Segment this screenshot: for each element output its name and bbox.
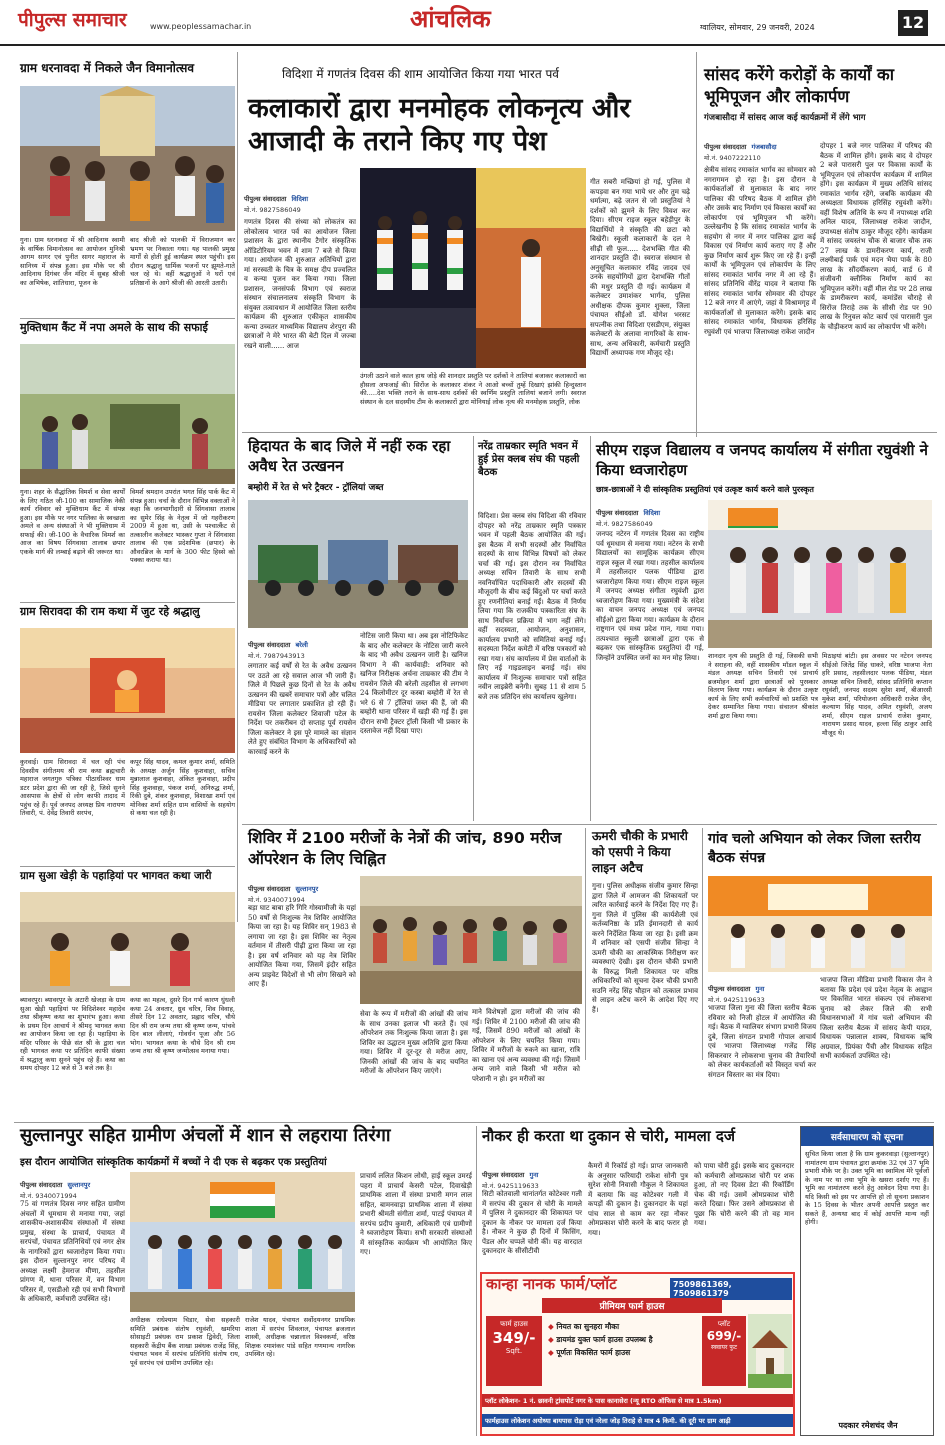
- tiranga-celebration-image: [130, 1172, 355, 1312]
- byline-city: गुना: [755, 985, 765, 993]
- byline: [708, 976, 818, 1004]
- ad-price-badge: [486, 1316, 542, 1386]
- ad-plot-badge: [702, 1316, 746, 1386]
- story-body: गुना। ग्राम धरनावदा में श्री आदिनाथ स्वामी के वार्षिक विमानोत्सव का आयोजन मुनिश्री आगम सागर एवं पुनीत सागर महाराज के सानिध्य में संपन्न हुआ। इस मौके पर श्री आदिनाथ दिगंबर जैन मंदिर में सुबह श्रीजी का अभिषेक, शांतिधारा, पूजन के: [20, 236, 125, 287]
- story-headline: हिदायत के बाद जिले में नहीं रुक रहा अवैध रेत उत्खनन: [248, 437, 451, 475]
- cleaning-drive-photo: [20, 344, 235, 484]
- story-body: लगातार कई वर्षों से रेत के अवैध उत्खनन पर उठते आ रहे सवाल आज भी जारी हैं। जिले में पिछले कुछ दिनों से रेत के अवैध उत्खनन की खबरें समाचार पत्रों और चलित मीडिया पर लगातार प्रकाशित हो रही हैं। रायसेन जिला कलेक्टर शिवाजी पटेल के निर्देश पर तकरीबन दो सप्ताह पूर्व रायसेन जिला कलेक्टर ने इस पूरे मामले का संज्ञान लेते हुए संबंधित विभाग के अधिकारियों को कारवाई करने के: [248, 662, 356, 756]
- story-body: बड़ा घाट बाबा हरि गिरि गोस्वामीजी के यहां 50 वर्षों से निःशुल्क नेत्र शिविर आयोजित किया जा रहा है। यह शिविर सन् 1983 से लगाया जा रहा है। इस शिविर का नेतृत्व वर्तमान में तीसरी पीढ़ी द्वारा किया जा रहा है। इस वर्ष शनिवार को यह नेत्र शिविर आयोजित किया गया, जिसमें इंदौर सहित अन्य प्राइवेट विदेशों से भी लोग सिखने को आए हैं।: [248, 904, 356, 988]
- column-divider: [590, 436, 591, 821]
- story-body: भाजपा जिला मीडिया प्रभारी विकास जैन ने बताया कि प्रदेश एवं प्रदेश नेतृत्व के आह्वान पर विकसित भारत संकल्प एवं लोकसभा चुनाव को लेकर जिले की सभी विधानसभाओं में गांव चलो अभियान की जिला स्तरीय बैठक में सांसद केपी यादव, विधायक पन्नालाल शाक्य, विधायक ऋषि अग्रवाल, प्रियंका पैंची और विधायक सहित सभी कार्यकर्ता उपस्थित रहे।: [820, 976, 932, 1060]
- page-number: 12: [898, 10, 928, 36]
- photo-caption: शानदार नृत्य की प्रस्तुति दी गई, जिसकी सभी ने सराहना की, वहीं शासकीय मॉडल स्कूल में मंडल अध्यक्ष सचिन तिवारी एवं प्राचार्य ब्रजमोहन शर्मा द्वारा छात्राओं को पुरस्कार वितरण किया गया। कार्यक्रम के दौरान उत्कृष्ट कार्य के लिए सभी कर्मचारियों को प्रशस्ति पत्र देकर सम्मानित किया गया। संचालन श्रीकांत शर्मा द्वारा किया गया।: [708, 652, 818, 720]
- ad-feature: ◆ पूर्णतः विकसित फार्म हाउस: [548, 1348, 631, 1357]
- photo-caption: राजेश यादव, पंचायत सर्वोदयनगर प्राथमिक शाला में सरपंच शिवलाल, पंचायत ब्रजलाल शास्त्री, अधीक्षक चन्नालाल विश्वकर्मा, वरिष्ठ शिक्षक रमाशंकर पांडे सहित गणमान्य नागरिक उपस्थित रहे।: [245, 1316, 355, 1358]
- section-divider: [242, 824, 937, 825]
- bullet-icon: ◆: [548, 1335, 557, 1344]
- story-body: गीत सबरी मच्छियां हो गई, पुलिस में कपड़वा बन गया भाये धर और तुम चढ़े धर्मात्मा, बढ़े जतन से जो प्रस्तुतियां ने दर्शकों को झुमने के लिए विवश कर दिया। सीएम राइज स्कूल बहेड़ीपुर के विद्यार्थियों ने संस्कृति की छटा को बिखेरी। स्कूली कलाकारों के दल ने सीढ़ी सी फूल..... देशभक्ति गीत की शानदार प्रस्तुति दी। स्वराज संस्थान से अनुसूचित कलाकार रविंद्र जादव एवं उनके सहयोगियों द्वारा देशभक्ति गीतों की मधुर प्रस्तुति दी गई। कार्यक्रम में कलेक्टर उमाशंकर भार्गव, पुलिस अधीक्षक दीपक कुमार शुक्ला, जिला पंचायत सीईओ डॉ. योगेश भरसट सपत्नीक तथा विदिशा एसडीएम, संयुक्त कलेक्टरों के अलावा नागरिकों के साथ-साथ, अन्य अधिकारी, कर्मचारी प्रस्तुति विद्यार्थी अध्यापक गण मौजूद रहे।: [590, 178, 690, 357]
- ad-plot-label: प्लॉट: [717, 1320, 731, 1328]
- story-body: सिटी कोतवाली थानांतर्गत कोटेश्वर गली में सरपंच की दुकान से चोरी के मामले में पुलिस ने दुकानदार की शिकायत पर दुकान के नौकर पर मामला दर्ज किया है। नौकर ने कुछ ही दिनों में किसिंग, पेंडल और चप्पलें चोरी कीं। यह वारदात दुकानदार के सीसीटीवी: [482, 1190, 582, 1255]
- story-headline: गांव चलो अभियान को लेकर जिला स्तरीय बैठक संपन्न: [708, 831, 921, 866]
- story-body: 75 वां गणतंत्र दिवस नगर सहित ग्रामीण अंचलों में धूमधाम से मनाया गया, जहां शासकीय-अशासकीय संस्थाओं में संस्था प्रमुख, संस्था के प्राचार्य, पंचायत में सरपंचों, पंचायत प्रतिनिधियों एवं नगर क्षेत्र के नागरिकों द्वारा ध्वजारोहण किया गया। इस दौरान सुल्तानपुर नगर परिषद में अध्यक्ष लक्ष्मी हेमराज मीणा, तहसील प्रांगण में, थाना परिसर में, वन विभाग परिसर में, एसडीओ रही एवं सभी विभागों के अधिकारी, कर्मचारी उपस्थित रहे।: [20, 1200, 125, 1303]
- story-kicker: विदिशा में गणतंत्र दिवस की शाम आयोजित किया गया भारत पर्व: [282, 67, 559, 81]
- lead-headline: कलाकारों द्वारा मनमोहक लोकनृत्य और आजादी के तराने किए गए पेश: [248, 93, 631, 157]
- column-divider: [585, 828, 586, 1060]
- ad-price: 349/-: [492, 1329, 536, 1347]
- ram-katha-photo: [20, 628, 235, 753]
- column-divider: [476, 1126, 477, 1436]
- farmhouse-illustration: [748, 1314, 792, 1388]
- farmhouse-icon: [748, 1314, 792, 1388]
- story-headline: नौकर ही करता था दुकान से चोरी, मामला दर्ज: [482, 1127, 735, 1145]
- byline-city: गंजबासौदा: [751, 143, 777, 151]
- ad-price-label: फार्म हाउस: [500, 1320, 528, 1328]
- section-divider: [242, 432, 937, 433]
- byline-mobile: मो.नं. 9827586049: [244, 206, 301, 214]
- page-date: ग्वालियर, सोमवार, 29 जनवरी, 2024: [700, 23, 815, 32]
- story-divider: [20, 866, 235, 867]
- section-divider: [14, 1122, 934, 1123]
- ad-plot-price: 699/-: [706, 1329, 742, 1343]
- story-body: क्षेत्रीय सांसद रमाकांत भार्गव का सोमवार को नगरागमन हो रहा है। इस दौरान वे कार्यकर्ताओं से मुलाकात के बाद नगर पालिका की परिषद बैठक में शामिल होंगे और उसके बाद निर्माण एवं विकास कार्यों का लोकार्पण एवं भूमिपूजन भी करेंगे। उल्लेखनीय है कि सांसद रमाकांत भार्गव के सहयोग से नगर में नगर पालिका द्वारा कई विकास एवं निर्माण कार्य कराए गए हैं और कुछ निर्माण कार्य शुरू किए जा रहे हैं। इन्हीं कार्यों के भूमिपूजन एवं लोकार्पण के लिए सांसद रमाकांत भार्गव नगर में आ रहे हैं। सांसद प्रतिनिधि वीरेंद्र यादव ने बताया कि सांसद रमाकांत भार्गव सोमवार की दोपहर 12 बजे नगर में आएंगे, जहां वे विश्रामगृह में कार्यकर्ताओं से मुलाकात करेंगे। इसके बाद सांसद रमाकांत भार्गव, विधायक हरिसिंह रघुवंशी एवं भाजपा जिलाध्यक्ष राकेश जादौन: [704, 166, 816, 336]
- story-headline: ग्राम सिरावदा की राम कथा में जुट रहे श्रद्धालु: [20, 605, 200, 618]
- flag-hoisting-image: [708, 500, 932, 648]
- story-body: कुरवाई। ग्राम सिरावदा में चल रही पंच दिवसीय संगीतमय श्री राम कथा ब्रह्मचारी महाराज जगतगुरु पत्रिका पीठाधीश्वर धाम डटर प्रदेश द्वारा की जा रही है, जिसे सुनने आसपास के क्षेत्रों से लोग काफी तादाद में पहुंच रहे हैं। पूर्व जनपद अध्यक्ष प्रिय नारायण तिवारी, पं. देवेंद्र तिवारी सरपंच,: [20, 758, 125, 817]
- byline-name: पीपुल्स संवाददाता: [596, 509, 639, 517]
- story-body: विमर्श श्रमदान उपरांत भगत सिंह पार्क कैंट में संपन्न हुआ। चर्चा के दौरान विभिन्न वक्ताओं ने कहा कि जनभागीदारी से सिंगवासा तालाब का सुमेर सिंह के नेतृत्व में जो गहरीकरण 2009 में हुआ था, उसी के पश्चात्कैंट से तत्कालीन कलेक्टर भास्कर गुप्ता ने सिंगवासा तालाब की एक प्रदेशमिक (छपार) के औवरब्रिज के मार्ग के 300 फीट हिस्से को पक्का कराया था।: [130, 488, 235, 564]
- story-body: गुना। पुलिस अधीक्षक संजीव कुमार सिन्हा द्वारा जिले में आमजन की शिकायतों पर त्वरित कार्रवाई करने के निर्देश दिए गए हैं। गुना जिले में पुलिस की कार्यशैली एवं कर्तव्यनिष्ठा के प्रति ईमानदारी से कार्य करने निर्देशित किया जा रहा है। इसी क्रम में शनिवार को एसपी संजीव सिन्हा ने ऊमरी चौकी का आकस्मिक निरीक्षण कर व्यवस्थाएं देखी। इस दौरान चौकी प्रभारी के विरुद्ध मिली शिकायत पर वरिष्ठ अधिकारियों को सूचना देकर चौकी प्रभारी सउनि नरेंद्र सिंह चौहान को तत्काल प्रभाव से लाइन अटैच करने के आदेश दिए गए हैं।: [592, 882, 698, 1014]
- notice-title: सर्वसाधारण को सूचना: [801, 1127, 933, 1146]
- stage-performance-image: [476, 168, 586, 368]
- byline-name: पीपुल्स संवाददाता: [708, 985, 751, 993]
- ad-price-unit: Sqft.: [505, 1347, 523, 1355]
- jain-procession-image: [20, 86, 235, 231]
- story-headline: नरेंद्र ताम्रकार स्मृति भवन में हुई प्रेस क्लब संघ की पहली बैठक: [478, 441, 580, 478]
- bhagwat-katha-photo: [20, 892, 235, 992]
- story-body: गणतंत्र दिवस की संध्या को लोकतंत्र का लोकोत्सव भारत पर्व का आयोजन जिला प्रशासन के द्वारा स्थानीय टैगोर संस्कृतिक ऑडिटोरियम भवन में शाम 7 बजे से किया गया। आयोजन की शुरुआत अतिथियों द्वारा मां सरस्वती के चित्र के समक्ष दीप प्रज्वलित व कन्या पूजन कर किया गया। जिला प्रशासन, जनसंपर्क विभाग एवं स्वराज संस्थान संचालनालय संस्कृति विभाग के संयुक्त तत्वावधान में आयोजित जिला स्तरीय कार्यक्रम की शुरुआत एकीकृत शासकीय कन्या उच्चतर माध्यमिक विद्यालय शेरपुरा की छात्राओं ने मेरे भारत की बेटी दिल में जज्बा रखने वाली...... आज: [244, 218, 356, 350]
- byline-name: पीपुल्स संवाददाता: [704, 143, 747, 151]
- photo-caption: उंगली उठाने वाले काल हाथ जोड़े की शानदार प्रस्तुति पर दर्शकों ने तालियां बजाकर कलाकारों का हौसला अफजाई की। सिरोंज के कलाकार शंकर ने आओ बच्चों तुम्हें दिखाएं झांकी हिन्दुस्तान की.....देश भक्ति तराने के साथ-साथ दर्शकों की स्वर्णिम प्रस्तुति तालियां बजाने लगी। स्वराज संस्थान के दल सदस्यीय टीम के कलाकारों द्वारा मोनियाई लोक नृत्य की मनमोहक प्रस्तुति, लोक: [360, 372, 586, 406]
- story-headline: सांसद करेंगे करोड़ों के कार्यों का भूमिपूजन और लोकार्पण: [704, 65, 894, 106]
- byline-mobile: मो.नं. 9425119633: [482, 1182, 539, 1190]
- ram-katha-image: [20, 628, 235, 753]
- byline-name: पीपुल्स संवाददाता: [244, 195, 287, 203]
- story-body: भाजपा जिला गुना की जिला स्तरीय बैठक रविवार को निजी होटल में आयोजित की गई। बैठक में ग्वालियर संभाग प्रभारी विजय दुबे, जिला संगठन प्रभारी गोपाल आचार्य एवं भाजपा जिलाध्यक्ष गजेंद्र सिंह सिकरवार ने लोकसभा चुनाव की तैयारियों को लेकर कार्यकर्ताओं को विस्तृत चर्चा कर संगठन विस्तार का मंत्र दिया।: [708, 1004, 816, 1079]
- notice-body: सुचित किया जाता है कि ग्राम कुकरवाड़ा (सुल्तानपुर) नामांतरण ग्राम पंचायत द्वारा क्रमांक 32 एवं 37 भूमि प्रभारी मौके पर है। उक्त भूमि का स्वामित्व मेरे पूर्वजों के नाम पर था तथा भूमि के खसरा दर्शाए गए हैं। भूमि का नामांतरण करने हेतु आवेदन दिया गया है। यदि किसी को इस पर आपत्ति हो तो सूचना प्रकाशन के 15 दिवस के भीतर अपनी आपत्ति प्रस्तुत कर सकते हैं, अन्यथा बाद में कोई आपत्ति मान्य नहीं होगी।: [805, 1150, 929, 1226]
- tractor-trolleys-photo: [248, 500, 468, 628]
- byline-mobile: मो.नं. 9407222110: [704, 154, 761, 162]
- column-divider: [702, 828, 703, 1060]
- story-body: कपूर सिंह यादव, कमल कुमार शर्मा, समिति के अध्यक्ष अर्जुन सिंह कुशवाहा, सचिव मुन्नालाल कुशवाहा, अंकित कुशवाहा, प्रदीप सिंह कुशवाहा, पंकज शर्मा, अनिरुद्ध शर्मा, रिंकी दुबे, शंकर कुशवाहा, विशाखा शर्मा एवं मोनिका शर्मा सहित ग्राम वासियों के सहयोग से कथा चल रही है।: [130, 758, 235, 817]
- byline-city: विदिशा: [291, 195, 309, 203]
- byline-name: पीपुल्स संवाददाता: [248, 641, 291, 649]
- story-subhead: बम्होरी में रेत से भरे ट्रैक्टर - ट्रॉलियां जब्त: [248, 483, 384, 493]
- photo-caption: मिठाइयां बांटी। इस अवसर पर नटेरन जनपद सीईओ जितेंद्र सिंह धाकरे, वरिष्ठ भाजपा नेता हरि प्रसाद, तहसीलदार पलक पीडिया, मंडल अध्यक्ष सचिन तिवारी, सांसद प्रतिनिधि कप्तान रघुवंशी, जनपद सदस्य सुरेश शर्मा, बीआरसी मुकेश शर्मा, परियोजना अधिकारी राजेश जैन, कल्याण सिंह यादव, अमित रघुवंशी, अजय शर्मा, सीएम राइज प्राचार्य राजेश कुमार, नारायण प्रसाद यादव, हल्ला सिंह ठाकुर आदि मौजूद थे।: [822, 652, 932, 737]
- ad-feature: ◆ नियत का सुनहरा मौका: [548, 1322, 620, 1331]
- advertisement[interactable]: [480, 1272, 795, 1436]
- story-subhead: इस दौरान आयोजित सांस्कृतिक कार्यक्रमों में बच्चों ने दी एक से बढ़कर एक प्रस्तुतियां: [20, 1157, 327, 1168]
- tiranga-celebration-photo: [130, 1172, 355, 1312]
- bjp-meeting-image: [708, 876, 932, 972]
- byline-city: गुना: [529, 1171, 539, 1179]
- byline: [248, 876, 358, 904]
- ad-location: प्लॉट लोकेशन- 1 नं. छावनी ट्रांसपोर्ट नगर के पास कानासेरा (न्यू RTO ऑफिस से मात्र 1.5km): [482, 1394, 793, 1407]
- ad-features: [548, 1320, 698, 1359]
- masthead-website[interactable]: www.peoplessamachar.in: [150, 22, 252, 31]
- bhagwat-katha-image: [20, 892, 235, 992]
- eye-camp-image: [360, 876, 582, 1004]
- jain-procession-photo: [20, 86, 235, 231]
- story-headline: सीएम राइज विद्यालय व जनपद कार्यालय में संगीता रघुवंशी ने किया ध्वजारोहण: [596, 441, 929, 479]
- byline: [20, 1172, 130, 1200]
- ad-footer: फार्महाउस लोकेशन अयोध्या बायपास रोड़ा एवं नरेला जोड़ तिराहे से मात्र 4 किमी. की दूरी पर ग्राम आढ़ी: [482, 1414, 793, 1427]
- story-body: नोटिस जारी किया था। अब इस नोटिफिकेट के बाद और कलेक्टर के नोटिस जारी करने के बाद भी अवैध उत्खनन जारी है। खनिज विभाग ने की कार्यवाही: शनिवार को खनिज निरीक्षक अर्चना ताम्रकार की टीम ने रायसेन जिले की बरेली तहसील से लगभग 24 किलोमीटर दूर कस्बा बम्होरी में रेत से भरे 6 से 7 ट्रॉलियां जब्त की हैं, जो की बम्होरी थाना परिसर में खड़ी की गई हैं। इस दौरान सभी ट्रैक्टर ट्रॉली किसी भी प्रकार के दस्तावेज नहीं दिखा पाए।: [360, 632, 468, 735]
- story-divider: [20, 318, 235, 319]
- byline: [704, 134, 816, 162]
- story-body: कैमरों में रिकॉर्ड हो गई। प्राप्त जानकारी के अनुसार फरियादी राकेश सोनी पुत्र सुरेश सोनी निवासी गौकुल ने शिकायत में बताया कि वह कोटेश्वर गली में कपड़ों की दुकान है। दुकानदार के यहां पांच साल से काम कर रहा नौकर ओमप्रकाश चोरी करने के बाद फरार हो गया।: [588, 1162, 688, 1237]
- column-divider: [473, 436, 474, 821]
- story-body: गुना। शहर के सैद्धांतिक विमर्श व सेवा कार्यों के लिए गठित जी-100 का सामाजिक नेकी कार्य रविवार को मुक्तिधाम कैंट में संपन्न हुआ। इस मौके पर नगर पालिका के स्वच्छता अमले व अन्य संस्थाओं ने भी मुक्तिधाम में सफाई की। जी-100 के वैचारिक विमर्श का आज का विषय सिंगवासा तालाब छपार एकके मार्ग की लम्बाई बढ़ाने की जरूरत था।: [20, 488, 125, 556]
- byline-city: सुल्तानपुर: [67, 1181, 91, 1189]
- byline-city: बरेली: [295, 641, 308, 649]
- masthead: [0, 0, 945, 46]
- ad-title: कान्हा नानक फार्म/प्लॉट: [486, 1275, 617, 1293]
- byline: [482, 1162, 592, 1190]
- ad-phones[interactable]: 7509861369, 7509861379: [670, 1278, 792, 1300]
- ad-tagline: प्रीमियम फार्म हाउस: [542, 1298, 722, 1313]
- story-headline: सुल्तानपुर सहित ग्रामीण अंचलों में शान से लहराया तिरंगा: [20, 1125, 391, 1146]
- story-body: को पाया चोरी हुई। इसके बाद दुकानदार को कर्मचारी ओमप्रकाश चोरी पर शक हुआ, तो नए दिवस डेटा की रिकॉर्डिंग चेक की गई। उसमें ओमप्रकाश चोरी करते दिखा। फिर उसने ओमप्रकाश से पूछा कि चोरी करने की तो वह मान गया।: [694, 1162, 794, 1227]
- byline: [248, 632, 358, 660]
- byline-mobile: मो.नं. 9340071994: [20, 1192, 77, 1200]
- byline-city: सुल्तानपुर: [295, 885, 319, 893]
- story-body: जनपद नटेरन में गणतंत्र दिवस का राष्ट्रीय पर्व धूमधाम से मनाया गया। नटेरन के सभी विद्यालयों का सामूहिक कार्यक्रम सीएम राइज स्कूल में रखा गया। तहसील कार्यालय में तहसीलदार पलक पीडिया द्वारा ध्वजारोहण किया गया। सीएम राइज स्कूल में जनपद अध्यक्ष संगीता रघुवंशी द्वारा ध्वजारोहण किया गया। मुख्यमंत्री के संदेश का वाचन जनपद अध्यक्ष एवं जनपद सीईओ द्वारा किया गया। कार्यक्रम के दौरान राष्ट्रगान एवं मध्य प्रदेश गान, गाया गया। तत्पश्चात स्कूली छात्राओं द्वारा एक से बढ़कर एक सांस्कृतिक प्रस्तुतियां दी गई, जिन्होंने उपस्थित जनों का मन मोह लिया।: [596, 530, 704, 662]
- bullet-icon: ◆: [548, 1322, 557, 1331]
- masthead-logo: पीपुल्स समाचार: [18, 9, 127, 31]
- byline-name: पीपुल्स संवाददाता: [248, 885, 291, 893]
- byline-mobile: मो.नं. 9425119633: [708, 996, 765, 1004]
- byline-name: पीपुल्स संवाददाता: [20, 1181, 63, 1189]
- flag-hoisting-photo: [708, 500, 932, 648]
- byline-mobile: मो.नं. 9827586049: [596, 520, 653, 528]
- byline: [244, 186, 354, 214]
- public-notice: [800, 1126, 934, 1436]
- stage-performance-photo: [476, 168, 586, 368]
- story-headline: मुक्तिधाम कैंट में नपा अमले के साथ की सफाई: [20, 321, 208, 334]
- bullet-icon: ◆: [548, 1348, 557, 1357]
- story-body: विदिशा। प्रेस क्लब संघ विदिशा की रविवार दोपहर को नरेंद्र ताम्रकार स्मृति पत्रकार भवन में पहली बैठक आयोजित की गई। इस बैठक में सभी सदस्यों और निर्वाचित सदस्यों के साथ विभिन्न विषयों को लेकर चर्चा की गई। इस दौरान नव निर्वाचित अध्यक्ष सचिन तिवारी के साथ सभी नवनिर्वाचित पदाधिकारी और सदस्यों की मौजूदगी के बीच कई बिंदुओं पर चर्चा करते हुए रणनीतियां बनाई गईं। बैठक में निर्णय लिया गया कि राजकीय पत्रकारिता संघ के साथ निर्वाचन प्रक्रिया में भाग नहीं लेंगे। वहीं सदस्यता, आयोजन, अनुशासन, कार्यालय प्रभारी को समितियां बनाई गईं। सदस्यता निर्देश कमेटी में वरिष्ठ पत्रकारों को रखा गया। संघ कार्यालय में प्रेस वार्ताओं के लिए नई गाइडलाइन बनाई गई। संघ कार्यालय में निःशुल्क समाचार पत्रों सहित नवीन लाइब्रेरी बनेगी। सुबह 11 से शाम 5 बजे तक प्रतिदिन संघ कार्यालय खुलेगा।: [478, 512, 586, 701]
- story-body: कथा का महत्व, दुसरे दिन गर्भ कारण धुंधली कथा 24 अवतार, ध्रुव चरित्र, शिव विवाह, तीसरे दिन 12 अवतार, प्रह्लाद चरित्र, चौथे दिन श्री राम जन्म तथा श्री कृष्ण जन्म, पांचवे दिन बाल लीलाएं, गोवर्धन पूजा और 56 भोग। भागवत कथा के चौथे दिन श्री राम जन्म तथा श्री कृष्ण जन्मोत्सव मनाया गया।: [130, 996, 235, 1055]
- story-body: दोपहर 1 बजे नगर पालिका में परिषद की बैठक में शामिल होंगे। इसके बाद वे दोपहर 2 बजे पारासरी पुल पर विकास कार्यों के भूमिपूजन एवं लोकार्पण कार्यक्रम में शामिल होंगे। इस कार्यक्रम में मुख्य अतिथि सांसद रमाकांत भार्गव रहेंगे, जबकि कार्यक्रम की अध्यक्षता विधायक हरिसिंह रघुवंशी करेंगे। वहीं विशेष अतिथि के रूप में नपाध्यक्ष शशि अनिल यादव, जिलाध्यक्ष राकेश जादौन, उपाध्यक्ष संतोष ठाकुर मौजूद रहेंगे। कार्यक्रम में सांसद जयस्तंभ चौक से बाजार चौक तक 27 लाख के डामरीकरण कार्य, राजी लक्ष्मीबाई पार्क एवं मदन भैया पार्क के 80 लाख के सौंदर्यीकरण कार्य, वार्ड 6 में संजीवनी क्लीनिक निर्माण कार्य का भूमिपूजन करेंगे। वहीं मील रोड पर 28 लाख के डामरीकरण कार्य, कमांडेंस चौराहे से सिरोंज तिराहे तक के सीसी रोड पर 90 लाख के रिनुवल कोट कार्य एवं पारासरी पुल के चौड़ीकरण कार्य का लोकार्पण भी करेंगे।: [820, 142, 932, 331]
- ad-feature: ◆ डायमंड युक्त फार्म हाउस उपलब्ध है: [548, 1335, 653, 1344]
- byline-mobile: मो.नं. 7987943913: [248, 652, 305, 660]
- story-subhead: गंजबासौदा में सांसद आज कई कार्यक्रमों में लेंगे भाग: [704, 113, 866, 123]
- column-divider: [237, 52, 238, 922]
- tractor-trolleys-image: [248, 500, 468, 628]
- story-body: बाद श्रीजी को पालकी में विराजमान कर भ्रमण पर निकाला गया। यह पालकी प्रमुख मार्गों से होती हुई कार्यक्रम स्थल पहुंची। इस दौरान श्रद्धालु धार्मिक भजनों पर झूमते-गाते चल रहे थे। वहीं श्रद्धालुओं ने घरों एवं प्रतिष्ठानों के आगे श्रीजी की आरती उतारी।: [130, 236, 235, 287]
- story-headline: ऊमरी चौकी के प्रभारी को एसपी ने किया लाइन अटैच: [592, 829, 688, 875]
- cleaning-drive-image: [20, 344, 235, 484]
- bjp-meeting-photo: [708, 876, 932, 972]
- story-headline: ग्राम सुआ खेड़ी के पहाड़ियां पर भागवत कथा जारी: [20, 870, 212, 882]
- story-divider: [20, 602, 235, 603]
- story-body: प्राचार्य ललित किशन लोधी, हाई स्कूल उमरई पहरा में प्राचार्य केसरी पटेल, दिवाखेड़ी प्राथमिक शाला में संस्था प्रभारी मगन लाल सहित, बामनवाड़ा प्राथमिक शाला में संस्था प्रभारी श्रीमती संगीता शर्मा, पाटई पंचायत में सरपंच प्रदीप कुमारी, अधिकारी एवं ग्रामीणों ने ध्वजारोहण किया। सभी सरकारी संस्थाओं में सांस्कृतिक कार्यक्रम भी आयोजित किए गए।: [360, 1172, 472, 1256]
- byline-name: पीपुल्स संवाददाता: [482, 1171, 525, 1179]
- story-body: सेवा के रूप में मरीजों की आंखों की जांच के साथ उनका इलाज भी करते हैं। एवं ऑपरेशन तक निःशुल्क किया जाता है। इस शिविर का उद्घाटन मुख्य अतिथि द्वारा किया गया। शिविर में दूर-दूर से मरीज आए, जिनकी आंखों की जांच के बाद चयनित मरीजों के ऑपरेशन किए जाएंगे।: [360, 1010, 468, 1075]
- byline-city: विदिशा: [643, 509, 661, 517]
- notice-signature: पदकार रमेशचंद जैन: [838, 1421, 898, 1430]
- byline: [596, 500, 706, 528]
- story-body: ब्यावरपुर। ब्यावरपुर के अटारी खेजड़ा के ग्राम सुआ खेड़ी पहाड़ियां पर विदिशेश्वर महादेव तथा श्रीकृष्ण कथा का शुभारंभ हुआ। कथा के प्रथम दिन आचार्य ने श्रीमद् भागवत कथा का आयोजन किया जा रहा है। पहाड़िया के मंदिर परिसर के पीछे संत श्री के द्वारा चल रही भागवत कथा पर प्रतिदिन काफी संख्या में श्रद्धालु कथा सुनने पहुंच रहे हैं। कथा का समय दोपहर 12 बजे से 3 बजे तक है।: [20, 996, 125, 1072]
- story-body: माने विशेषज्ञों द्वारा मरीजों की जांच की गई। शिविर में 2100 मरीजों की जांच की गई, जिसमें 890 मरीजों को आंखों के ऑपरेशन के लिए चयनित किया गया। शिविर में मरीजों के रुकने का खाना, रात्रि का खाना एवं अन्य व्यवस्था की गई। जिसमें अन्य जाने वाले किसी भी मरीज को परेशानी न हो। इन मरीजों का: [472, 1008, 580, 1083]
- column-divider: [696, 52, 697, 437]
- photo-caption: अधीक्षक राधेश्याम चिडार, सेवा सहकारी समिति प्रबंधक संतोष रघुवंशी, खमरिया सोसाइटी प्रबंधक राम प्रकाश द्विवेदी, जिला सहकारी केंद्रीय बैंक शाखा प्रबंधक राजेंद्र सिंह, पंचायत भवन में सरपंच प्रतिनिधि संतोष राय, पूर्व सरपंच एवं ग्रामीण उपस्थित रहे।: [130, 1316, 240, 1367]
- eye-camp-photo: [360, 876, 582, 1004]
- byline-mobile: मो.नं. 9340071994: [248, 896, 305, 904]
- story-subhead: छात्र-छात्राओं ने दी सांस्कृतिक प्रस्तुतियां एवं उत्कृष्ट कार्य करने वाले पुरस्कृत: [596, 485, 814, 494]
- section-title: आंचलिक: [410, 5, 491, 33]
- story-headline: ग्राम धरनावदा में निकले जैन विमानोत्सव: [20, 61, 195, 75]
- story-headline: शिविर में 2100 मरीजों के नेत्रों की जांच, 890 मरीज ऑपरेशन के लिए चिह्नित: [248, 829, 562, 868]
- ad-plot-unit: स्क्वायर फुट: [711, 1344, 737, 1351]
